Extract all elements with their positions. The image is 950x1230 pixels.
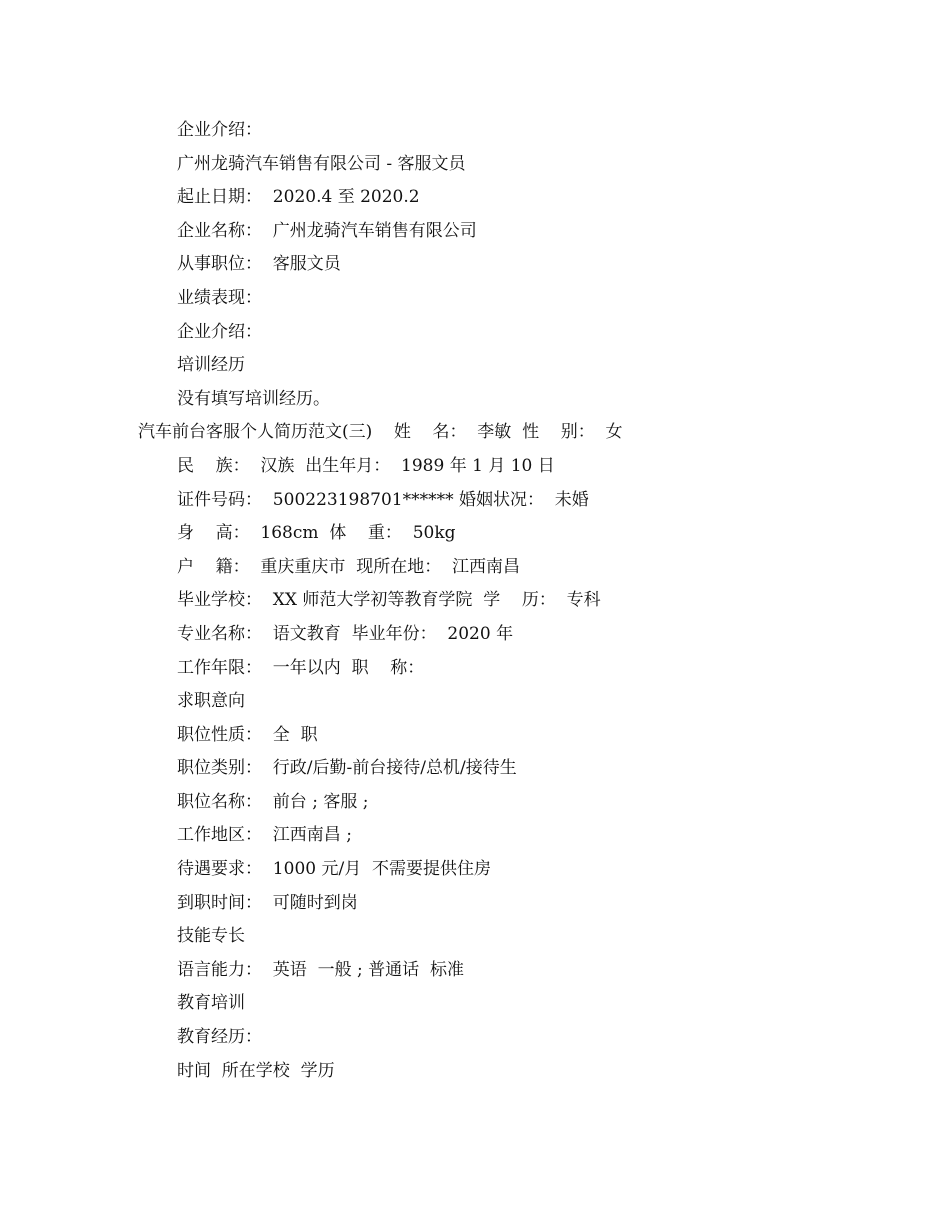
section-heading: 求职意向 (177, 691, 245, 712)
text-line: 户 籍： 重庆重庆市 现所在地： 江西南昌 (177, 556, 521, 577)
text-line: 没有填写培训经历。 (177, 388, 330, 409)
text-line: 企业名称： 广州龙骑汽车销售有限公司 (177, 220, 477, 241)
text-line: 广州龙骑汽车销售有限公司 - 客服文员 (177, 153, 466, 174)
text-line: 毕业学校： XX 师范大学初等教育学院 学 历： 专科 (177, 590, 601, 611)
section-heading: 技能专长 (177, 926, 245, 947)
section-heading: 培训经历 (177, 355, 245, 376)
text-line: 职位性质： 全 职 (177, 724, 318, 745)
text-line: 身 高： 168cm 体 重： 50kg (177, 523, 456, 544)
text-line: 业绩表现： (177, 287, 262, 308)
text-line: 专业名称： 语文教育 毕业年份： 2020 年 (177, 623, 514, 644)
text-line: 工作地区： 江西南昌 ; (177, 825, 352, 846)
text-line: 企业介绍： (177, 120, 262, 140)
section-heading: 教育培训 (177, 993, 245, 1014)
text-line: 工作年限： 一年以内 职 称： (177, 657, 425, 678)
text-line: 民 族： 汉族 出生年月： 1989 年 1 月 10 日 (177, 455, 555, 476)
text-line: 语言能力： 英语 一般 ; 普通话 标准 (177, 959, 464, 980)
text-line: 起止日期： 2020.4 至 2020.2 (177, 187, 420, 208)
text-line: 职位类别： 行政/后勤-前台接待/总机/接待生 (177, 758, 517, 779)
text-line: 从事职位： 客服文员 (177, 254, 341, 275)
text-line: 教育经历： (177, 1027, 262, 1048)
text-line: 证件号码： 500223198701****** 婚姻状况： 未婚 (177, 489, 589, 510)
text-line: 企业介绍： (177, 321, 262, 342)
resume-title-line: 汽车前台客服个人简历范文(三) 姓 名： 李敏 性 别： 女 (138, 422, 623, 443)
text-line: 待遇要求： 1000 元/月 不需要提供住房 (177, 859, 492, 880)
table-header-line: 时间 所在学校 学历 (177, 1060, 335, 1081)
text-line: 到职时间： 可随时到岗 (177, 892, 358, 913)
text-line: 职位名称： 前台 ; 客服 ; (177, 791, 369, 812)
document-body (0, 114, 950, 1088)
